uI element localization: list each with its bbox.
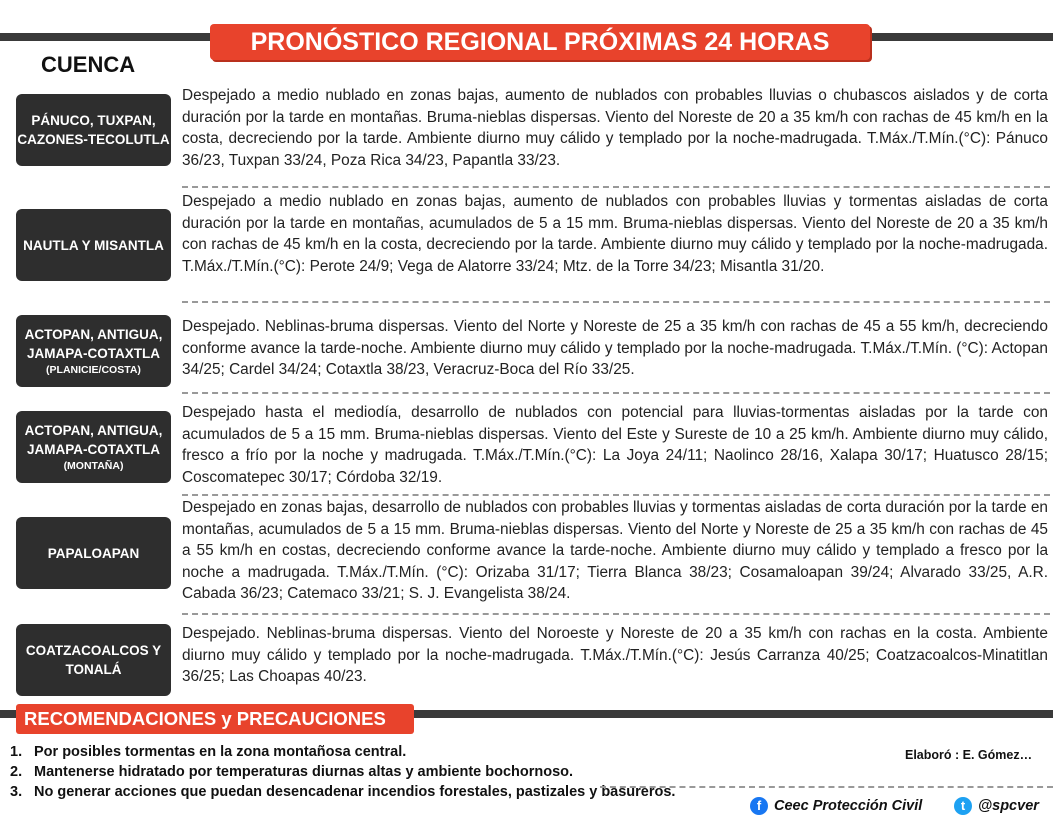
region-forecast-panuco: Despejado a medio nublado en zonas bajas, aumento de nublados con probables lluvias o chubascos aislados y de corta duración por la tarde en montañas. Bruma-nieblas dispersas. Viento del Noreste de 20 a 35 km/h con rachas de 45 km/h en la costa, decreciendo por la tarde. Ambiente diurno muy cálido y templado por la noche-madrugada. T.Máx./T.Mín.(°C): Pánuco 36/23, Tuxpan 33/24, Poza Rica 34/23, Papantla 33/23. <box>182 87 1048 169</box>
region-name: ACTOPAN, ANTIGUA, JAMAPA-COTAXTLA <box>24 327 163 361</box>
separator <box>182 613 1050 615</box>
separator <box>182 301 1050 303</box>
section-label: CUENCA <box>41 52 136 77</box>
facebook-link[interactable] <box>750 797 922 815</box>
separator <box>182 392 1050 394</box>
facebook-label: Ceec Protección Civil <box>774 798 923 814</box>
separator <box>182 186 1050 188</box>
list-item <box>10 762 675 782</box>
region-forecast-actopan-montana: Despejado hasta el mediodía, desarrollo de nublados con potencial para lluvias-tormentas aisladas por la tarde con acumulados de 5 a 15 mm. Bruma-nieblas dispersas. Viento del Este y Sureste de 10 a 25 km/h. Ambiente diurno muy cálido, fresco a frío por la noche y madrugada. T.Máx./T.Mín.(°C): La Joya 24/11; Naolinco 28/16, Xalapa 30/17; Huatusco 28/15; Coscomatepec 30/17; Córdoba 32/19. <box>182 404 1048 486</box>
item-number: 3. <box>10 784 23 800</box>
region-forecast-nautla: Despejado a medio nublado en zonas bajas, aumento de nublados con probables lluvias y tormentas aisladas de corta duración por la tarde en montañas, acumulados de 5 a 15 mm. Bruma-nieblas dispersas. Viento del Noreste de 20 a 35 km/h con rachas de 45 km/h en la costa, decreciendo por la tarde. Ambiente diurno muy cálido y templado por la noche-madrugada. T.Máx./T.Mín.(°C): Perote 24/9; Vega de Alatorre 33/24; Mtz. de la Torre 34/23; Misantla 31/20. <box>182 193 1048 275</box>
region-label-panuco <box>16 94 171 166</box>
region-forecast-papaloapan: Despejado en zonas bajas, desarrollo de nublados con probables lluvias y tormentas aisladas de corta duración por la tarde en montañas, acumulados de 5 a 15 mm. Bruma-nieblas dispersas. Viento del Norte y Noreste de 25 a 35 km/h con rachas de 45 a 55 km/h en costas, decreciendo conforme avance la tarde-noche. Ambiente diurno muy cálido y templado a fresco por la noche a madrugada. T.Máx./T.Mín. (°C): Orizaba 31/17; Tierra Blanca 38/23; Cosamaloapan 39/24; Alvarado 33/25, A.R. Cabada 36/23; Catemaco 33/21; S. J. Evangelista 38/24. <box>182 499 1048 602</box>
item-number: 2. <box>10 764 23 780</box>
region-subtitle: (PLANICIE/COSTA) <box>46 364 141 376</box>
twitter-link[interactable] <box>954 797 1039 815</box>
recommendations-list <box>10 742 675 802</box>
item-text: Por posibles tormentas en la zona montañosa central. <box>34 744 407 760</box>
region-label-coatzacoalcos <box>16 624 171 696</box>
footer-separator <box>600 786 1053 788</box>
region-name: PÁNUCO, TUXPAN, CAZONES-TECOLUTLA <box>17 113 170 147</box>
separator <box>182 494 1050 496</box>
region-label-actopan-costa <box>16 315 171 387</box>
region-name: COATZACOALCOS Y TONALÁ <box>25 643 162 677</box>
region-name: ACTOPAN, ANTIGUA, JAMAPA-COTAXTLA <box>24 423 163 457</box>
region-label-actopan-montana <box>16 411 171 483</box>
region-name: PAPALOAPAN <box>47 545 140 561</box>
region-forecast-coatzacoalcos: Despejado. Neblinas-bruma dispersas. Viento del Noroeste y Noreste de 20 a 35 km/h con rachas en la costa. Ambiente diurno muy cálido y templado por la noche-madrugada. T.Máx./T.Mín.(°C): Jesús Carranza 40/25; Coatzacoalcos-Minatitlan 36/25; Las Choapas 40/23. <box>182 625 1048 685</box>
list-item <box>10 782 675 802</box>
item-text: Mantenerse hidratado por temperaturas diurnas altas y ambiente bochornoso. <box>34 764 574 780</box>
region-label-papaloapan <box>16 517 171 589</box>
region-subtitle: (MONTAÑA) <box>63 460 124 472</box>
author-credit: Elaboró : E. Gómez… <box>905 748 1033 762</box>
page-title: PRONÓSTICO REGIONAL PRÓXIMAS 24 HORAS <box>210 24 870 60</box>
recommendations-title: RECOMENDACIONES y PRECAUCIONES <box>16 704 414 734</box>
region-name: NAUTLA Y MISANTLA <box>23 237 164 253</box>
item-number: 1. <box>10 744 23 760</box>
item-text: No generar acciones que puedan desencadenar incendios forestales, pastizales y basureros. <box>34 784 676 800</box>
twitter-label: @spcver <box>978 798 1039 814</box>
region-label-nautla <box>16 209 171 281</box>
list-item <box>10 742 675 762</box>
facebook-icon: f <box>750 797 768 815</box>
region-forecast-actopan-costa: Despejado. Neblinas-bruma dispersas. Viento del Norte y Noreste de 25 a 35 km/h con rachas de 45 a 55 km/h, decreciendo conforme avance la tarde-noche. Ambiente diurno muy cálido y templado por la noche-madrugada. T.Máx./T.Mín. (°C): Actopan 34/25; Cardel 34/24; Cotaxtla 38/23, Veracruz-Boca del Río 33/25. <box>182 318 1048 378</box>
twitter-icon: t <box>954 797 972 815</box>
